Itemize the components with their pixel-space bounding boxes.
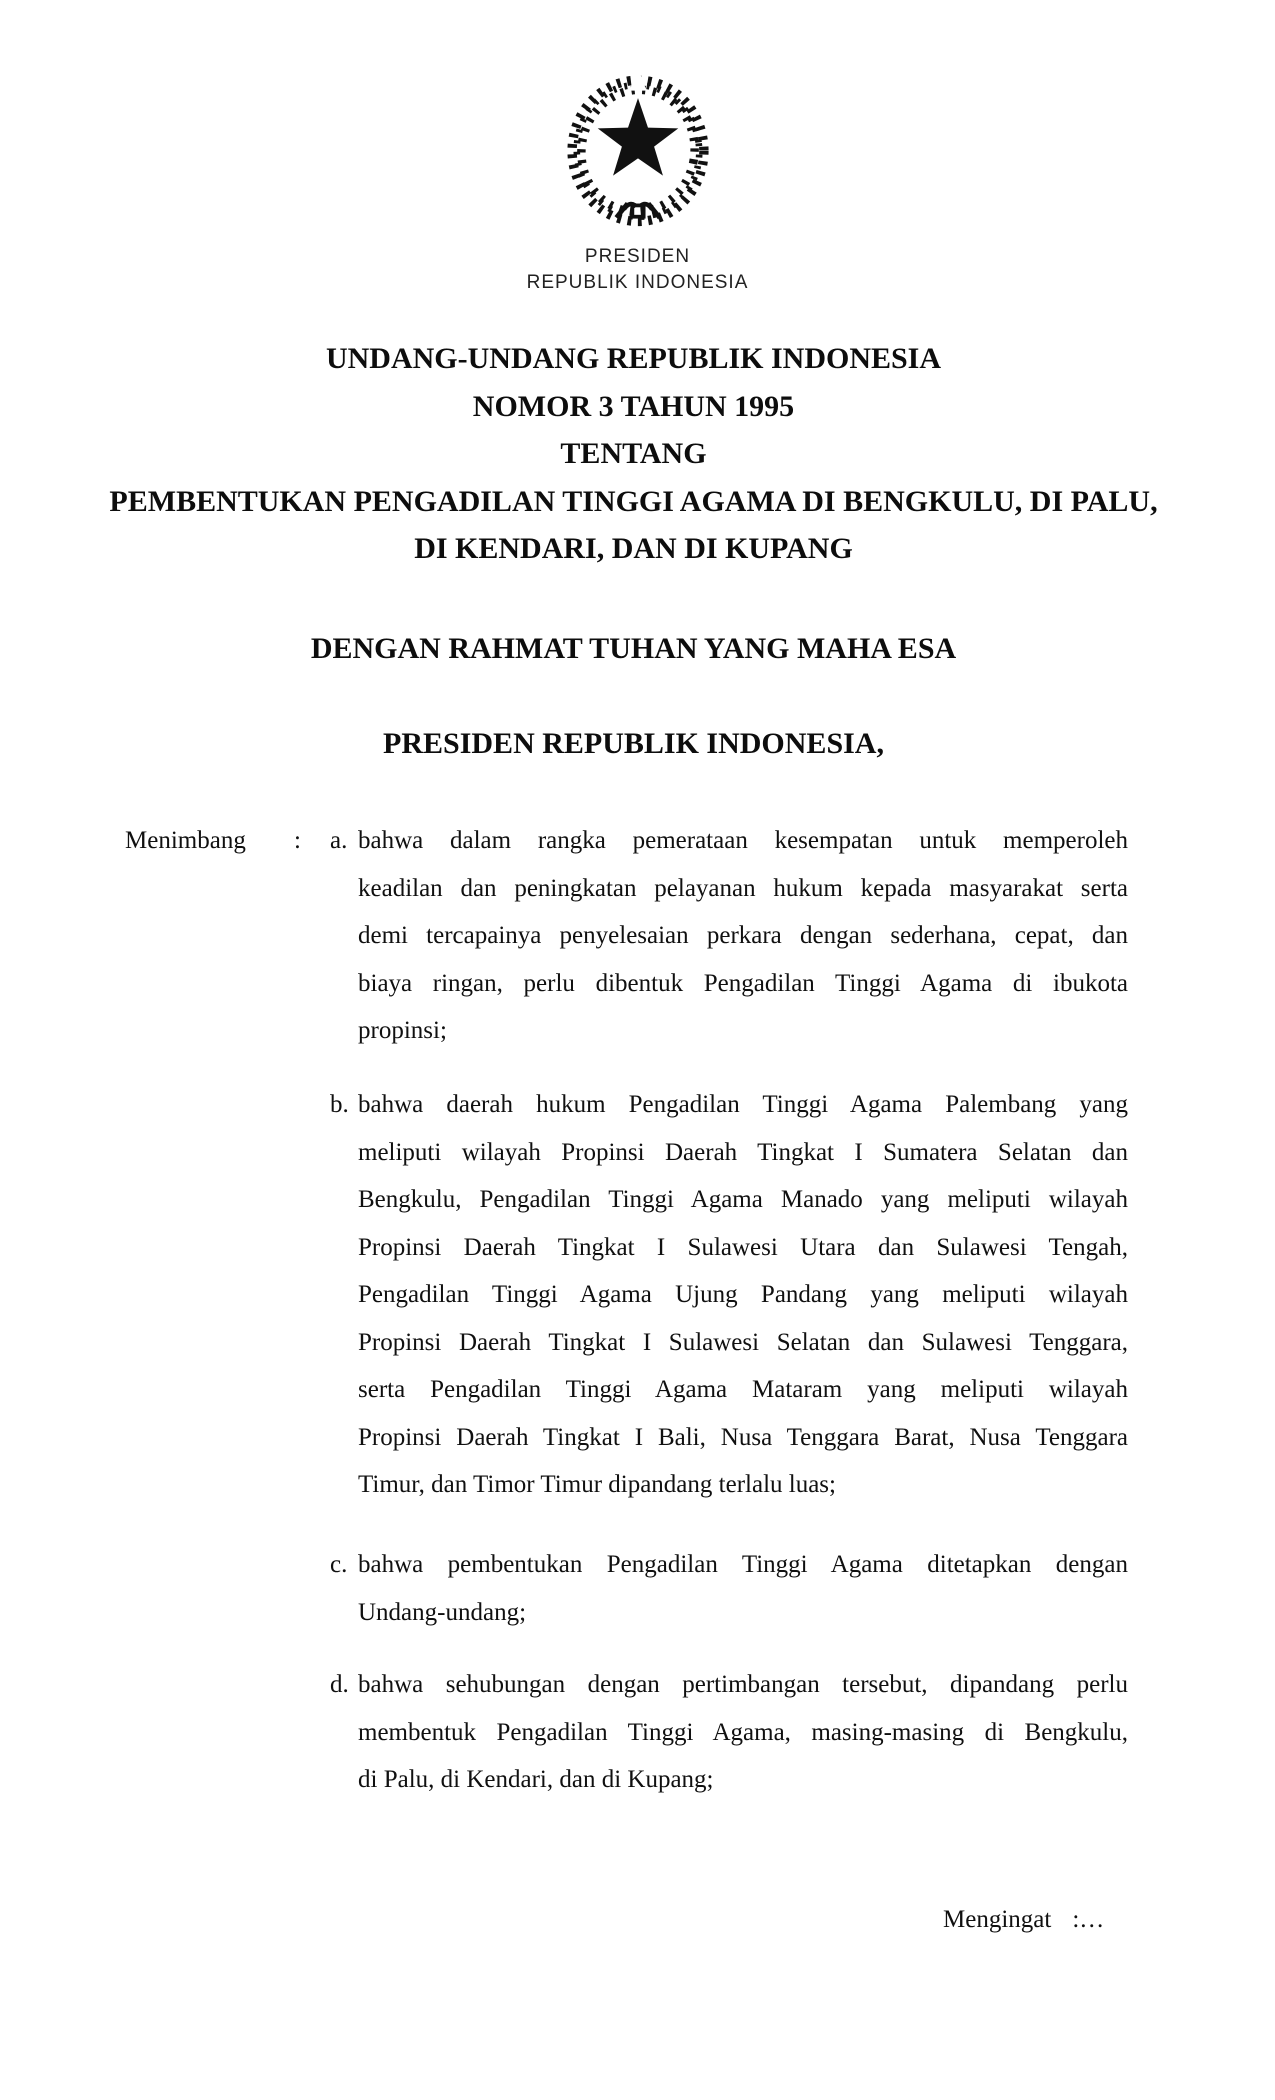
item-marker: b. xyxy=(330,1091,349,1118)
consideration-text-line: propinsi; xyxy=(358,1017,447,1044)
title-line-3: TENTANG xyxy=(560,437,707,470)
consideration-item-a xyxy=(330,817,1128,1055)
enacting-authority-line: PRESIDEN REPUBLIK INDONESIA, xyxy=(383,727,884,760)
consideration-text-line: serta Pengadilan Tinggi Agama Mataram yang meliputi wilayah xyxy=(358,1376,1128,1403)
star-wreath-emblem xyxy=(558,66,718,230)
invocation-line: DENGAN RAHMAT TUHAN YANG MAHA ESA xyxy=(310,632,957,665)
consideration-text-line: bahwa pembentukan Pengadilan Tinggi Agama ditetapkan dengan xyxy=(358,1551,1128,1578)
consideration-item-d xyxy=(330,1661,1128,1804)
catchword-label: Mengingat xyxy=(943,1906,1052,1933)
consideration-text-line: bahwa dalam rangka pemerataan kesempatan untuk memperoleh xyxy=(358,827,1128,854)
consideration-text-line: Timur, dan Timor Timur dipandang terlalu luas; xyxy=(358,1471,836,1498)
law-title-block xyxy=(0,335,1267,573)
consideration-text-line: meliputi wilayah Propinsi Daerah Tingkat I Sumatera Selatan dan xyxy=(358,1138,1128,1166)
consideration-text-line: Bengkulu, Pengadilan Tinggi Agama Manado yang meliputi wilayah xyxy=(358,1186,1128,1213)
letterhead xyxy=(0,244,1275,296)
consideration-text-line: Propinsi Daerah Tingkat I Sulawesi Utara dan Sulawesi Tengah, xyxy=(358,1233,1128,1261)
title-line-2: NOMOR 3 TAHUN 1995 xyxy=(472,389,795,423)
consideration-text-line: Propinsi Daerah Tingkat I Bali, Nusa Tenggara Barat, Nusa Tenggara xyxy=(358,1423,1128,1451)
catchword-separator: :… xyxy=(1072,1906,1105,1933)
title-line-4: PEMBENTUKAN PENGADILAN TINGGI AGAMA DI BENGKULU, DI PALU, xyxy=(109,484,1158,518)
consideration-text-line: keadilan dan peningkatan pelayanan hukum kepada masyarakat serta xyxy=(358,874,1128,902)
consideration-text-line: di Palu, di Kendari, dan di Kupang; xyxy=(358,1766,714,1793)
consideration-text-line: demi tercapainya penyelesaian perkara dengan sederhana, cepat, dan xyxy=(358,922,1128,949)
consideration-text-line: membentuk Pengadilan Tinggi Agama, masing-masing di Bengkulu, xyxy=(358,1718,1128,1746)
consideration-text-line: biaya ringan, perlu dibentuk Pengadilan Tinggi Agama di ibukota xyxy=(358,969,1128,997)
title-line-1: UNDANG-UNDANG REPUBLIK INDONESIA xyxy=(325,342,942,375)
consideration-item-c xyxy=(330,1541,1128,1636)
star-icon xyxy=(598,98,679,176)
consideration-text-line: bahwa daerah hukum Pengadilan Tinggi Agama Palembang yang xyxy=(358,1091,1128,1118)
item-marker: d. xyxy=(330,1671,349,1698)
letterhead-presiden: PRESIDEN xyxy=(584,246,691,267)
letterhead-republik-indonesia: REPUBLIK INDONESIA xyxy=(526,272,749,293)
title-line-5: DI KENDARI, DAN DI KUPANG xyxy=(414,532,853,565)
catchword xyxy=(943,1905,1104,1935)
menimbang-colon: : xyxy=(294,827,301,854)
consideration-text-line: Undang-undang; xyxy=(358,1598,527,1626)
consideration-text-line: Pengadilan Tinggi Agama Ujung Pandang yang meliputi wilayah xyxy=(358,1281,1128,1308)
consideration-text-line: bahwa sehubungan dengan pertimbangan tersebut, dipandang perlu xyxy=(358,1671,1128,1698)
item-marker: c. xyxy=(330,1551,348,1578)
consideration-item-b xyxy=(330,1081,1128,1509)
item-marker: a. xyxy=(330,827,348,854)
consideration-text-line: Propinsi Daerah Tingkat I Sulawesi Selatan dan Sulawesi Tenggara, xyxy=(358,1328,1128,1356)
menimbang-label: Menimbang xyxy=(125,827,246,854)
